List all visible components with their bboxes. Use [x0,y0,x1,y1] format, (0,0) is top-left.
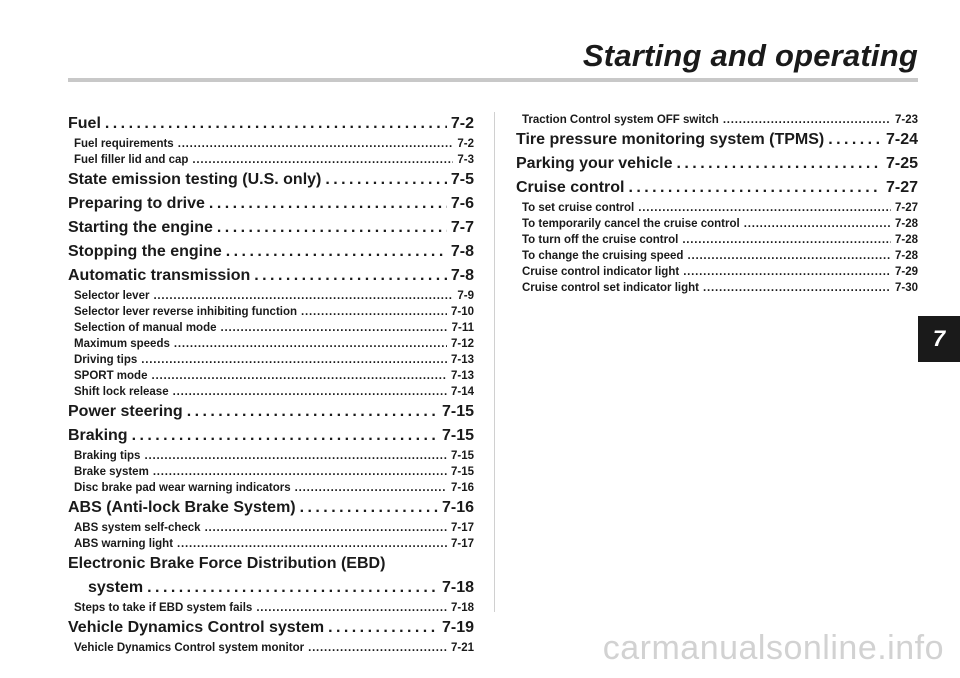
toc-subentry-label: Fuel requirements [74,138,174,150]
dot-leader [192,152,453,168]
toc-subentry[interactable] [68,640,474,656]
toc-subentry[interactable] [516,232,918,248]
toc-page-number: 7-5 [450,171,474,188]
toc-subentry[interactable] [516,248,918,264]
dot-leader [153,288,453,304]
chapter-tab[interactable]: 7 [918,316,960,362]
toc-subentry[interactable] [68,152,474,168]
toc-subentry[interactable] [68,320,474,336]
toc-subentry[interactable] [68,384,474,400]
toc-subentry-label: Cruise control indicator light [522,266,680,278]
dot-leader [628,176,882,200]
toc-subentry[interactable] [68,600,474,616]
toc-heading-label: Stopping the engine [68,243,222,260]
watermark-text: carmanualsonline.info [602,629,944,667]
dot-leader [682,232,891,248]
toc-heading-label: system [88,579,144,596]
dot-leader [308,640,447,656]
dot-leader [178,136,454,152]
toc-heading[interactable] [68,264,474,288]
toc-page-number: 7-30 [894,282,918,294]
toc-subentry-label: SPORT mode [74,370,148,382]
dot-leader [177,536,447,552]
toc-subentry[interactable] [68,480,474,496]
toc-subentry-label: Shift lock release [74,386,169,398]
toc-right-column [516,112,918,296]
toc-subentry-label: Steps to take if EBD system fails [74,602,253,614]
toc-subentry-label: Traction Control system OFF switch [522,114,719,126]
toc-heading[interactable] [516,128,918,152]
toc-page-number: 7-7 [450,219,474,236]
toc-heading-label: Tire pressure monitoring system (TPMS) [516,131,825,148]
dot-leader [703,280,891,296]
dot-leader [217,216,447,240]
toc-page-number: 7-27 [894,202,918,214]
dot-leader [301,304,447,320]
dot-leader [687,248,891,264]
toc-subentry-label: Fuel filler lid and cap [74,154,189,166]
dot-leader [151,368,446,384]
toc-heading-label: Power steering [68,403,183,420]
dot-leader [300,496,438,520]
toc-page-number: 7-15 [450,466,474,478]
toc-subentry[interactable] [68,304,474,320]
toc-subentry-label: Vehicle Dynamics Control system monitor [74,642,305,654]
toc-heading-label: Cruise control [516,179,625,196]
toc-page-number: 7-9 [457,290,474,302]
dot-leader [256,600,447,616]
toc-heading-label: Fuel [68,115,101,132]
toc-subentry[interactable] [68,352,474,368]
toc-heading-label: Parking your vehicle [516,155,673,172]
toc-page-number: 7-23 [894,114,918,126]
toc-heading[interactable] [516,176,918,200]
dot-leader [295,480,447,496]
dot-leader [325,168,447,192]
toc-page-number: 7-18 [441,579,474,596]
toc-page-number: 7-2 [457,138,474,150]
page-title: Starting and operating [582,38,918,73]
toc-heading[interactable] [68,192,474,216]
toc-heading-label: Braking [68,427,128,444]
toc-heading[interactable] [68,112,474,136]
dot-leader [173,384,447,400]
dot-leader [132,424,438,448]
toc-subentry[interactable] [68,136,474,152]
dot-leader [105,112,447,136]
dot-leader [221,320,448,336]
toc-page-number: 7-15 [450,450,474,462]
toc-subentry-label: To turn off the cruise control [522,234,679,246]
toc-subentry[interactable] [68,464,474,480]
toc-page-number: 7-2 [450,115,474,132]
toc-subentry-label: To set cruise control [522,202,635,214]
toc-subentry-label: Cruise control set indicator light [522,282,699,294]
toc-subentry[interactable] [516,216,918,232]
toc-page-number: 7-8 [450,267,474,284]
toc-subentry[interactable] [68,336,474,352]
toc-page-number: 7-15 [441,427,474,444]
toc-page-number: 7-11 [451,322,474,334]
toc-heading-label: State emission testing (U.S. only) [68,171,322,188]
toc-subentry-label: Braking tips [74,450,141,462]
toc-page-number: 7-28 [894,218,918,230]
toc-page-number: 7-15 [441,403,474,420]
toc-heading-label: Automatic transmission [68,267,251,284]
dot-leader [209,192,447,216]
toc-heading[interactable] [68,496,474,520]
dot-leader [226,240,447,264]
dot-leader [683,264,891,280]
toc-page-number: 7-6 [450,195,474,212]
toc-page-number: 7-12 [450,338,474,350]
dot-leader [144,448,447,464]
toc-page-number: 7-17 [450,522,474,534]
toc-subentry-label: To temporarily cancel the cruise control [522,218,740,230]
toc-subentry-label: Selector lever [74,290,150,302]
dot-leader [723,112,891,128]
toc-page-number: 7-13 [450,354,474,366]
toc-subentry[interactable] [68,448,474,464]
toc-heading[interactable] [68,616,474,640]
toc-subentry-label: Driving tips [74,354,138,366]
dot-leader [744,216,891,232]
toc-heading-label: Vehicle Dynamics Control system [68,619,325,636]
toc-page-number: 7-27 [885,179,918,196]
dot-leader [147,576,438,600]
toc-subentry-label: Selection of manual mode [74,322,217,334]
toc-page-number: 7-8 [450,243,474,260]
toc-heading[interactable] [68,400,474,424]
toc-subentry[interactable] [516,264,918,280]
dot-leader [328,616,438,640]
toc-page-number: 7-13 [450,370,474,382]
toc-heading[interactable] [68,424,474,448]
dot-leader [153,464,447,480]
toc-subentry[interactable] [516,280,918,296]
column-divider [494,112,495,612]
toc-page-number: 7-18 [450,602,474,614]
toc-subentry[interactable] [68,536,474,552]
toc-heading[interactable] [516,152,918,176]
toc-heading[interactable] [68,240,474,264]
toc-heading[interactable] [68,216,474,240]
dot-leader [638,200,891,216]
toc-page-number: 7-3 [457,154,474,166]
toc-heading[interactable] [68,168,474,192]
toc-subentry[interactable] [68,288,474,304]
toc-page-number: 7-14 [450,386,474,398]
toc-heading[interactable] [68,576,474,600]
dot-leader [205,520,447,536]
toc-page-number: 7-16 [441,499,474,516]
dot-leader [828,128,882,152]
dot-leader [677,152,882,176]
toc-heading-label: ABS (Anti-lock Brake System) [68,499,296,516]
dot-leader [254,264,447,288]
toc-subentry-label: To change the cruising speed [522,250,684,262]
toc-subentry[interactable] [68,520,474,536]
toc-subentry-label: Disc brake pad wear warning indicators [74,482,291,494]
toc-page-number: 7-24 [885,131,918,148]
dot-leader [187,400,438,424]
toc-page-number: 7-21 [450,642,474,654]
toc-subentry[interactable] [516,200,918,216]
dot-leader [174,336,447,352]
toc-subentry[interactable] [516,112,918,128]
toc-page-number: 7-19 [441,619,474,636]
toc-subentry-label: Maximum speeds [74,338,170,350]
header-rule [68,78,918,82]
toc-heading-line[interactable]: Electronic Brake Force Distribution (EBD) [68,555,386,572]
dot-leader [141,352,447,368]
toc-subentry-label: ABS system self-check [74,522,201,534]
toc-subentry-label: Selector lever reverse inhibiting function [74,306,298,318]
toc-heading-label: Starting the engine [68,219,213,236]
toc-page-number: 7-29 [894,266,918,278]
toc-subentry[interactable] [68,368,474,384]
toc-left-column [68,112,474,656]
toc-page-number: 7-28 [894,250,918,262]
toc-subentry-label: ABS warning light [74,538,174,550]
toc-subentry-label: Brake system [74,466,149,478]
toc-page-number: 7-17 [450,538,474,550]
toc-page-number: 7-28 [894,234,918,246]
toc-page-number: 7-25 [885,155,918,172]
toc-page-number: 7-16 [450,482,474,494]
toc-heading-label: Preparing to drive [68,195,205,212]
toc-page-number: 7-10 [450,306,474,318]
